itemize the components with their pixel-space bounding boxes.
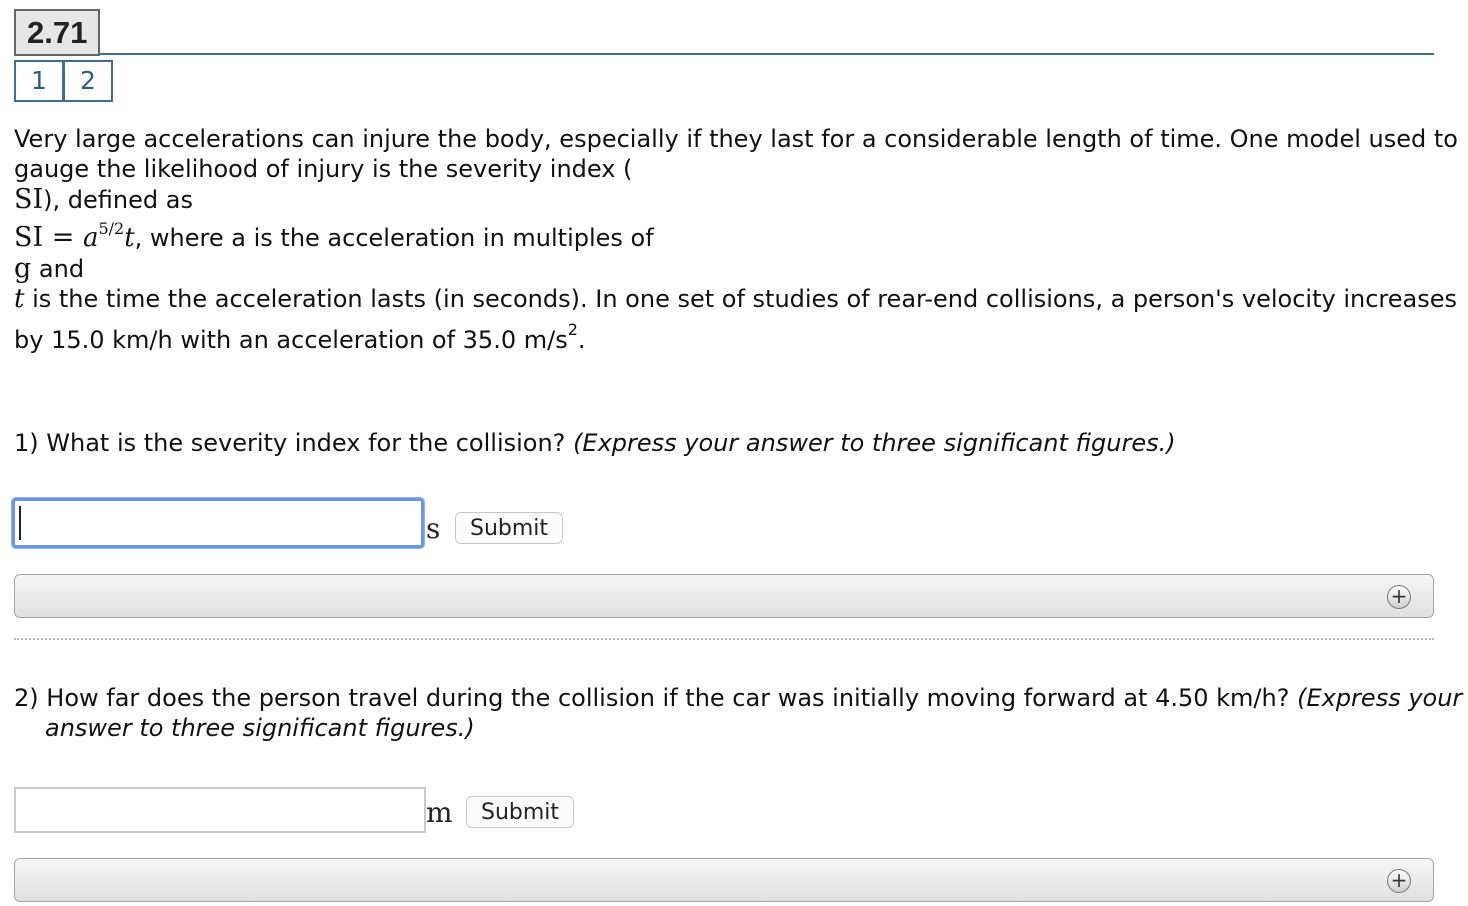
answer-2-unit: m: [426, 796, 453, 829]
problem-number: 2.71: [14, 9, 100, 56]
question-2-text-line-2: answer to three significant figures.): [45, 714, 475, 742]
question-2-text-line-1: 2) How far does the person travel during the collision if the car was initially moving forward at 4.50 km/h? (Express your: [14, 684, 1463, 712]
si-symbol: SI: [14, 184, 44, 215]
question-1-text: 1) What is the severity index for the collision? (Express your answer to three significant figures.): [14, 429, 1176, 457]
answer-1-unit: s: [426, 512, 441, 545]
text-caret: [19, 506, 21, 540]
title-divider: [98, 53, 1434, 55]
severity-formula: SI = $a^{5/2}t$, where a is the acceleration in multiples of: [14, 219, 654, 253]
intro-line-6: t is the time the acceleration lasts (in seconds). In one set of studies of rear-end collisions, a person's velocity increases: [14, 284, 1457, 314]
tab-part-1[interactable]: 1: [14, 60, 64, 102]
answer-2-input[interactable]: [14, 787, 426, 833]
plus-circle-icon[interactable]: +: [1387, 585, 1411, 609]
part-tabs: [14, 60, 113, 100]
help-expander-1[interactable]: [14, 574, 1434, 618]
section-divider: [14, 638, 1434, 640]
intro-line-1: Very large accelerations can injure the body, especially if they last for a considerable length of time. One model used to: [14, 125, 1458, 153]
intro-line-3: SI), defined as: [14, 184, 193, 215]
intro-line-7: by 15.0 km/h with an acceleration of 35.0 $m/s^2$.: [14, 320, 586, 354]
submit-1-button[interactable]: Submit: [455, 512, 563, 544]
tab-part-2[interactable]: 2: [64, 60, 113, 102]
intro-line-2: gauge the likelihood of injury is the severity index (: [14, 155, 633, 183]
answer-1-input[interactable]: [12, 498, 424, 548]
submit-2-button[interactable]: Submit: [466, 796, 574, 828]
plus-circle-icon[interactable]: +: [1387, 869, 1411, 893]
intro-line-5: g and: [14, 253, 85, 284]
help-expander-2[interactable]: [14, 858, 1434, 902]
